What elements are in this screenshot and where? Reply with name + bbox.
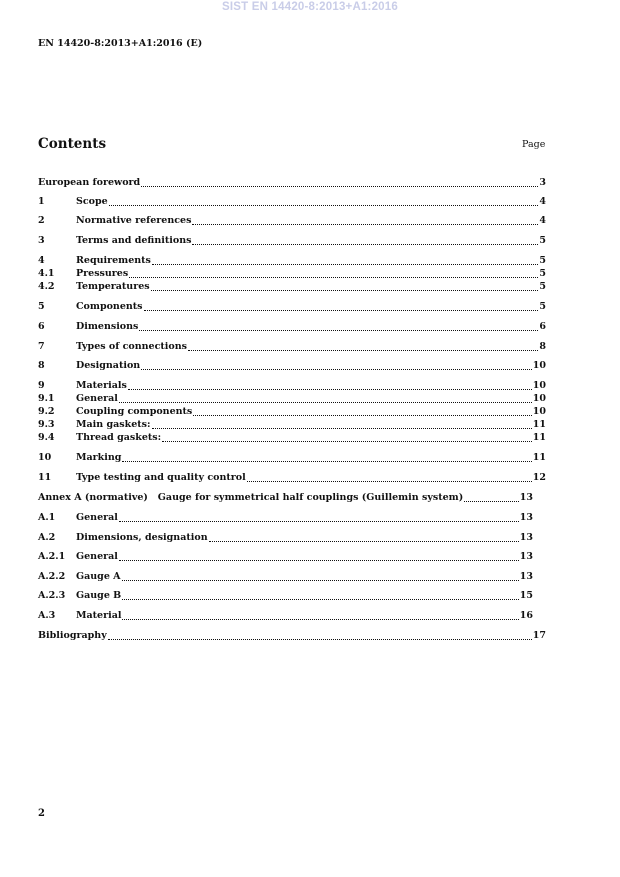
toc-entry-title: Normative references [76,215,192,226]
toc-entry[interactable] [38,215,546,227]
toc-entry[interactable] [38,360,546,372]
page-number: 2 [38,808,45,819]
page-column-label: Page [522,139,546,150]
toc-dot-leader [129,276,538,278]
toc-entry-title: Pressures [76,268,129,279]
toc-dot-leader [119,559,519,561]
toc-entry-title: Gauge B [76,590,122,601]
toc-entry-page: 11 [532,419,546,430]
toc-entry-title: Types of connections [76,341,187,352]
toc-entry-page: 10 [532,406,546,417]
toc-entry-number: 3 [38,235,45,246]
toc-entry[interactable] [38,492,533,504]
toc-entry-title: Material [76,610,122,621]
toc-dot-leader [128,388,532,390]
toc-dot-leader [144,309,539,311]
toc-entry[interactable] [38,472,546,484]
toc-entry-number: 9 [38,380,45,391]
toc-entry-page: 13 [519,571,533,582]
toc-entry-page: 5 [539,268,546,279]
toc-entry-number: 6 [38,321,45,332]
toc-dot-leader [152,427,532,429]
toc-entry[interactable] [38,301,546,313]
toc-entry-title: Components [76,301,143,312]
toc-entry-page: 4 [539,196,546,207]
toc-entry[interactable] [38,551,533,563]
toc-dot-leader [192,223,538,225]
toc-entry[interactable] [38,571,533,583]
toc-entry-page: 5 [539,255,546,266]
toc-entry-title: Temperatures [76,281,150,292]
toc-entry-page: 5 [539,235,546,246]
toc-entry-title: Scope [76,196,108,207]
toc-entry[interactable] [38,341,546,353]
toc-entry-page: 15 [519,590,533,601]
toc-entry[interactable] [38,380,546,392]
toc-entry[interactable] [38,532,533,544]
toc-dot-leader [119,401,532,403]
toc-entry-page: 10 [532,393,546,404]
toc-entry-number: 9.4 [38,432,55,443]
toc-dot-leader [162,440,532,442]
toc-entry-page: 4 [539,215,546,226]
toc-entry-number: 10 [38,452,52,463]
toc-entry[interactable] [38,268,546,280]
toc-entry-number: 8 [38,360,45,371]
toc-dot-leader [464,500,519,502]
toc-dot-leader [122,598,519,600]
toc-entry-number: A.2.2 [38,571,66,582]
toc-entry-page: 3 [539,177,546,188]
toc-dot-leader [247,480,532,482]
toc-entry[interactable] [38,512,533,524]
contents-heading: Contents [38,136,107,152]
toc-entry-page: 6 [539,321,546,332]
toc-entry-number: 4.2 [38,281,55,292]
toc-entry[interactable] [38,177,546,189]
toc-entry[interactable] [38,432,546,444]
toc-entry-title: General [76,393,118,404]
toc-dot-leader [141,185,538,187]
toc-dot-leader [209,540,519,542]
toc-entry[interactable] [38,452,546,464]
document-id-header: EN 14420-8:2013+A1:2016 (E) [38,38,203,49]
toc-entry[interactable] [38,196,546,208]
toc-dot-leader [122,579,519,581]
toc-entry-page: 5 [539,301,546,312]
toc-entry[interactable] [38,321,546,333]
toc-entry-title: Bibliography [38,630,107,641]
toc-entry-title: Type testing and quality control [76,472,246,483]
toc-entry-page: 13 [519,512,533,523]
toc-entry-number: 7 [38,341,45,352]
toc-entry[interactable] [38,281,546,293]
toc-entry-number: A.2 [38,532,56,543]
toc-entry-number: 9.2 [38,406,55,417]
toc-entry-title: Gauge A [76,571,121,582]
toc-entry-title: Thread gaskets: [76,432,162,443]
toc-entry[interactable] [38,630,546,642]
toc-entry-number: 4 [38,255,45,266]
toc-dot-leader [109,204,539,206]
toc-entry-number: 11 [38,472,52,483]
toc-entry-page: 17 [532,630,546,641]
toc-entry-page: 16 [519,610,533,621]
toc-entry-title: General [76,551,118,562]
toc-entry-number: A.1 [38,512,56,523]
toc-dot-leader [151,289,539,291]
toc-dot-leader [193,414,531,416]
toc-dot-leader [122,618,518,620]
toc-entry-title: Designation [76,360,141,371]
toc-entry-page: 11 [532,432,546,443]
toc-dot-leader [152,263,538,265]
toc-entry[interactable] [38,406,546,418]
toc-entry-title: General [76,512,118,523]
toc-entry-number: A.2.1 [38,551,66,562]
toc-dot-leader [119,520,519,522]
toc-dot-leader [188,349,538,351]
toc-dot-leader [108,638,532,640]
toc-entry-title: Coupling components [76,406,193,417]
toc-entry[interactable] [38,235,546,247]
toc-entry-title: Dimensions, designation [76,532,208,543]
toc-entry-number: 5 [38,301,45,312]
toc-entry[interactable] [38,255,546,267]
toc-entry-title: Marking [76,452,122,463]
toc-entry-page: 13 [519,492,533,503]
toc-entry-number: A.3 [38,610,56,621]
toc-entry-number: 1 [38,196,45,207]
toc-entry-number: 9.1 [38,393,55,404]
toc-entry-title: Annex A (normative) Gauge for symmetrical half couplings (Guillemin system) [38,492,464,503]
toc-dot-leader [122,460,531,462]
toc-entry-page: 12 [532,472,546,483]
toc-entry[interactable] [38,590,533,602]
toc-entry-title: Main gaskets: [76,419,151,430]
toc-entry-number: 9.3 [38,419,55,430]
toc-entry-title: European foreword [38,177,141,188]
toc-entry-number: 4.1 [38,268,55,279]
toc-entry-page: 13 [519,532,533,543]
toc-dot-leader [192,243,538,245]
toc-entry-page: 5 [539,281,546,292]
toc-entry[interactable] [38,610,533,622]
toc-entry-page: 11 [532,452,546,463]
toc-entry-title: Dimensions [76,321,139,332]
toc-entry-page: 10 [532,380,546,391]
toc-dot-leader [141,368,532,370]
toc-entry-page: 13 [519,551,533,562]
watermark-text: SIST EN 14420-8:2013+A1:2016 [222,1,398,13]
toc-entry-title: Terms and definitions [76,235,192,246]
toc-entry-page: 10 [532,360,546,371]
toc-entry[interactable] [38,393,546,405]
toc-entry-title: Materials [76,380,127,391]
toc-entry-title: Requirements [76,255,151,266]
toc-entry-number: A.2.3 [38,590,66,601]
toc-entry-number: 2 [38,215,45,226]
toc-dot-leader [139,329,538,331]
toc-entry[interactable] [38,419,546,431]
toc-entry-page: 8 [539,341,546,352]
